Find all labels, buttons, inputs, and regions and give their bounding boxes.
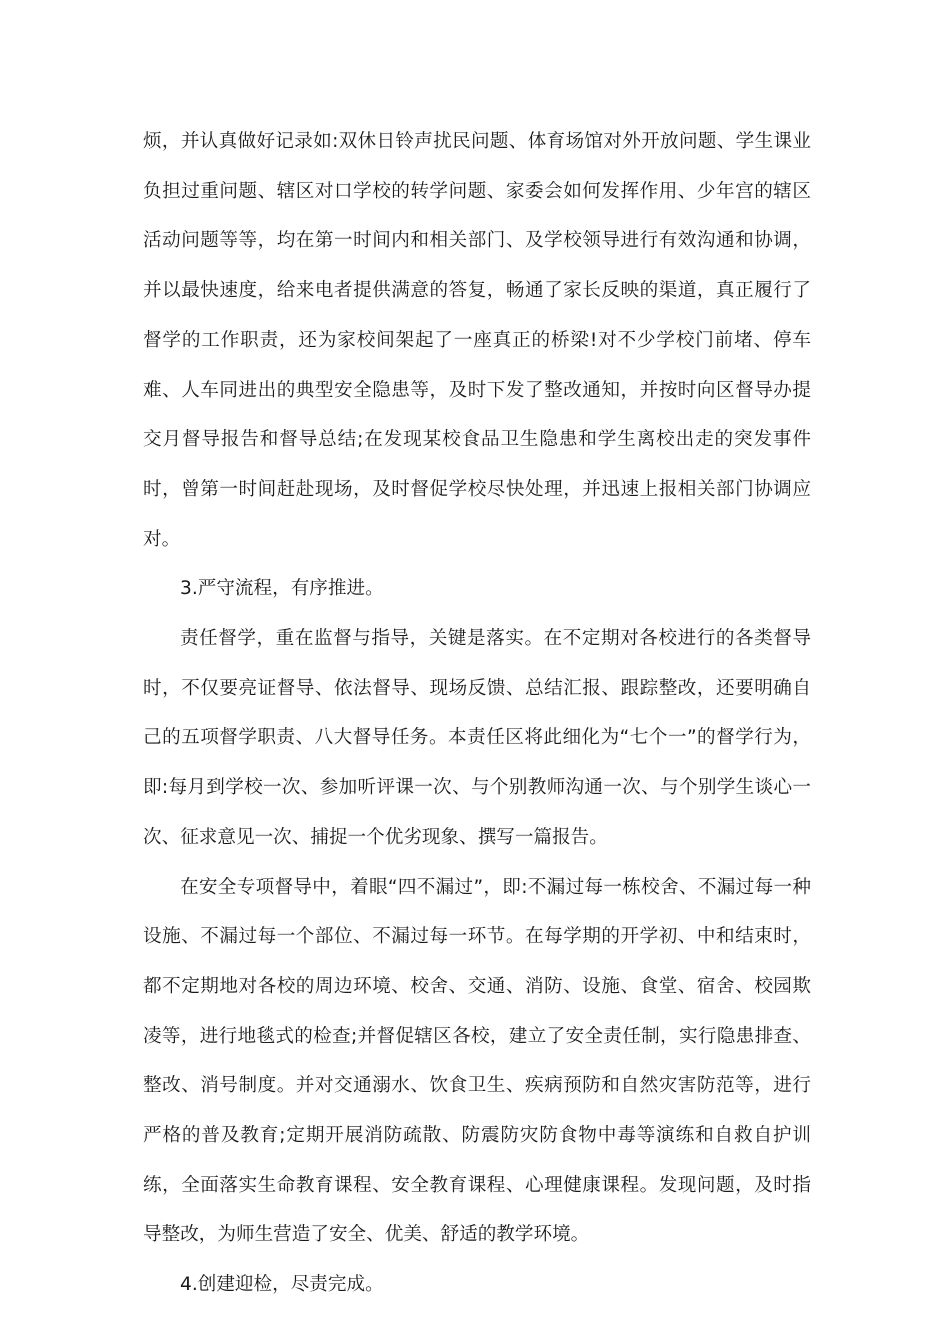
paragraph-safety-inspection: 在安全专项督导中，着眼“四不漏过”，即:不漏过每一栋校舍、不漏过每一种设施、不漏过每一个部位、不漏过每一环节。在每学期的开学初、中和结束时，都不定期地对各校的周边环境、校舍、交通、消防、设施、食堂、宿舍、校园欺凌等，进行地毯式的检查;并督促辖区各校，建立了安全责任制，实行隐患排查、整改、消号制度。并对交通溺水、饮食卫生、疾病预防和自然灾害防范等，进行严格的普及教育;定期开展消防疏散、防震防灾防食物中毒等演练和自救自护训练，全面落实生命教育课程、安全教育课程、心理健康课程。发现问题，及时指导整改，为师生营造了安全、优美、舒适的教学环境。 xyxy=(143,876,811,1246)
paragraph-responsibility-supervision: 责任督学，重在监督与指导，关键是落实。在不定期对各校进行的各类督导时，不仅要亮证督导、依法督导、现场反馈、总结汇报、跟踪整改，还要明确自己的五项督学职责、八大督导任务。本责任区将此细化为“七个一”的督学行为，即:每月到学校一次、参加听评课一次、与个别教师沟通一次、与个别学生谈心一次、征求意见一次、捕捉一个优劣现象、撰写一篇报告。 xyxy=(143,628,811,848)
section-heading-3: 3.严守流程，有序推进。 xyxy=(180,578,384,600)
section-heading-4: 4.创建迎检，尽责完成。 xyxy=(180,1274,384,1296)
paragraph-hotline-handling: 烦，并认真做好记录如:双休日铃声扰民问题、体育场馆对外开放问题、学生课业负担过重问题、辖区对口学校的转学问题、家委会如何发挥作用、少年宫的辖区活动问题等等，均在第一时间内和相关部门、及学校领导进行有效沟通和协调，并以最快速度，给来电者提供满意的答复，畅通了家长反映的渠道，真正履行了督学的工作职责，还为家校间架起了一座真正的桥梁!对不少学校门前堵、停车难、人车同进出的典型安全隐患等，及时下发了整改通知，并按时向区督导办提交月督导报告和督导总结;在发现某校食品卫生隐患和学生离校出走的突发事件时，曾第一时间赶赴现场，及时督促学校尽快处理，并迅速上报相关部门协调应对。 xyxy=(143,131,811,550)
document-body xyxy=(143,117,811,1310)
